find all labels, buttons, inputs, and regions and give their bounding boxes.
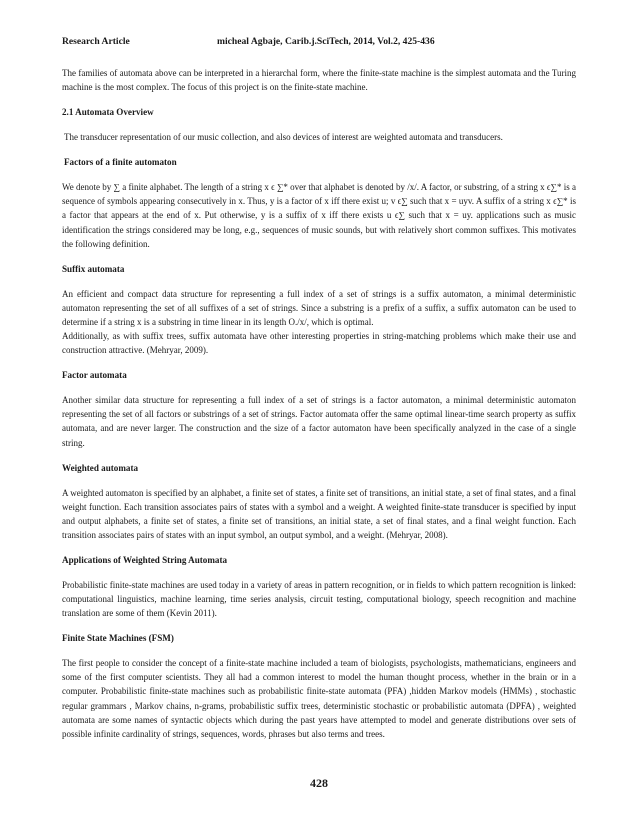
section-heading-weighted: Weighted automata [62,462,139,473]
section-heading-suffix: Suffix automata [62,263,125,274]
running-header [62,36,582,50]
factors-paragraph: We denote by ∑ a finite alphabet. The length of a string x ϵ ∑* over that alphabet is denoted by /x/. A factor, or substring, of a string x ϵ∑* is a sequence of symbols appearing consecutively in x. Thus, y is a factor of x iff there exist u; v ϵ∑ such that x = uyv. A suffix of a string x ϵ∑* is a factor that appears at the end of x. Put otherwise, y is a suffix of x iff there exists u ϵ∑ such that x = uy. applications such as music identification the strings considered may be long, e.g., sequences of music sounds, but with relatively short common suffixes. This motivates the following definition. [62,182,576,249]
intro-paragraph: The families of automata above can be interpreted in a hierarchal form, where the finite-state machine is the simplest automata and the Turing machine is the most complex. The focus of this project is on the finite-state machine. [62,68,576,93]
section-heading-applications: Applications of Weighted String Automata [62,554,228,565]
section-heading-overview: 2.1 Automata Overview [62,107,154,118]
page-number: 428 [310,776,328,790]
overview-paragraph: The transducer representation of our music collection, and also devices of interest are weighted automata and transducers. [64,132,503,143]
weighted-paragraph: A weighted automaton is specified by an alphabet, a finite set of states, a finite set of transitions, an initial state, a set of final states, and a final weight function. Each transition associates pairs of states with a symbol and a weight. A weighted finite-state transducer is specified by input and output alphabets, a finite set of states, a finite set of transitions, an initial state, a set of final states, and a final weight function. Each transition associates pairs of states with an input symbol, an output symbol, and a weight. (Mehryar, 2008). [62,487,576,540]
section-heading-factor-automata: Factor automata [62,370,127,381]
applications-paragraph: Probabilistic finite-state machines are used today in a variety of areas in pattern recognition, or in fields to which pattern recognition is linked: computational linguistics, machine learning, time series analysis, circuit testing, computational biology, speech recognition and machine translation are some of them (Kevin 2011). [62,579,576,619]
citation: micheal Agbaje, Carib.j.SciTech, 2014, Vol.2, 425-436 [217,36,435,47]
suffix-paragraph-2: Additionally, as with suffix trees, suffix automata have other interesting properties in string-matching problems which make their use and construction attractive. (Mehryar, 2009). [62,331,576,356]
fsm-paragraph: The first people to consider the concept of a finite-state machine included a team of biologists, psychologists, mathematicians, engineers and some of the first computer scientists. They all had a common interest to model the human thought process, whether in the brain or in a computer. Probabilistic finite-state machines such as probabilistic finite-state automata (PFA) ,hidden Markov models (HMMs) , stochastic regular grammars , Markov chains, n-grams, probabilistic suffix trees, deterministic stochastic or probabilistic automata (DPFA) , weighted automata are some names of syntactic objects which during the past years have attempted to model and generate distributions over sets of possible infinite cardinality of strings, sequences, words, phrases but also terms and trees. [62,658,576,739]
article-body [62,66,576,752]
section-heading-fsm: Finite State Machines (FSM) [62,633,174,644]
suffix-paragraph-1: An efficient and compact data structure for representing a full index of a set of strings is a suffix automaton, a minimal deterministic automaton representing the set of all suffixes of a set of strings. Since a substring is a prefix of a suffix, a suffix automaton can be used to determine if a string x is a substring in time linear in its length O./x/, which is optimal. [62,288,576,327]
factor-automata-paragraph: Another similar data structure for representing a full index of a set of strings is a factor automaton, a minimal deterministic automaton representing the set of all factors or substrings of a set of strings. Factor automata offer the same optimal linear-time search property as suffix automata, and are never larger. The construction and the size of a factor automaton have been specifically analyzed in the case of a single string. [62,395,576,448]
section-heading-factors: Factors of a finite automaton [64,157,177,168]
article-type: Research Article [62,36,130,47]
